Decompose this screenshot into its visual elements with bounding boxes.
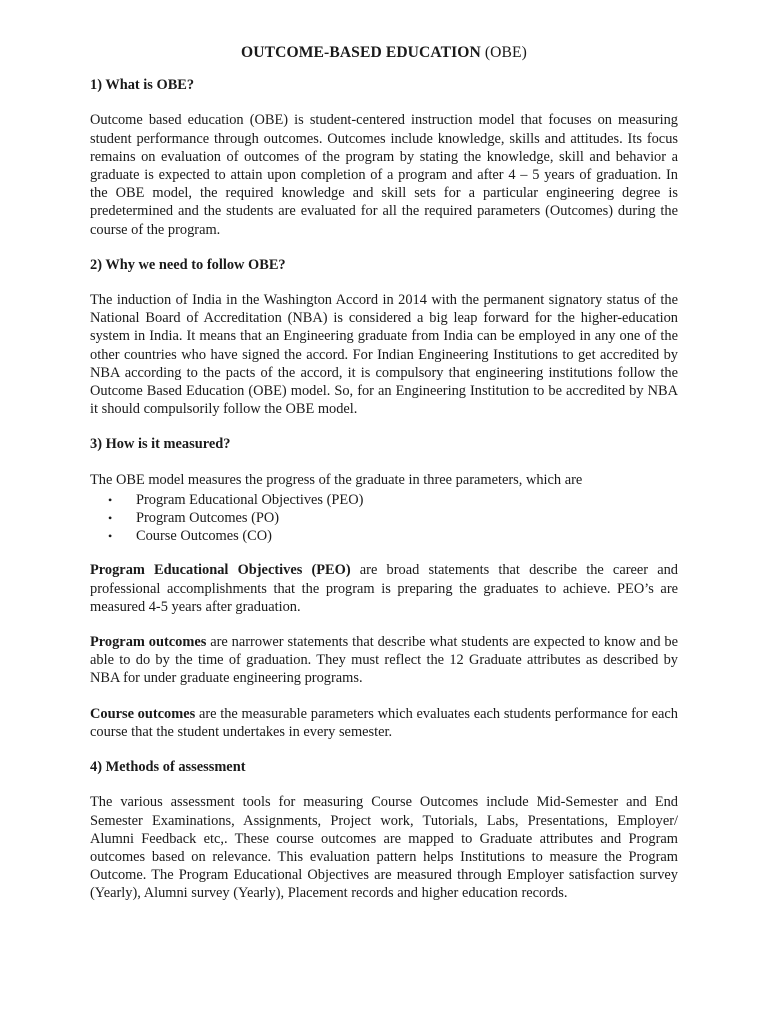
definition-term: Program outcomes: [90, 634, 207, 651]
list-item-text: Course Outcomes (CO): [136, 528, 272, 545]
definition-text: are the measurable parameters which evaluates each students performance for each course that the student undertakes in every semester.: [90, 705, 678, 740]
document-body: [90, 44, 678, 920]
title-paren: (OBE): [484, 44, 527, 61]
section-3-intro: The OBE model measures the progress of the graduate in three parameters, which are: [90, 471, 583, 488]
section-2-paragraph: The induction of India in the Washington Accord in 2014 with the permanent signatory status of the National Board of Accreditation (NBA) is considered a big leap forward for the higher-education system in India. It means that an Engineering graduate from India can be employed in any one of the other countries who have signed the accord. For Indian Engineering Institutions to get accredited by NBA according to the pacts of the accord, it is compulsory that engineering institutions follow the Outcome Based Education (OBE) model. So, for an Engineering Institution to be accredited by NBA it should compulsorily follow the OBE model.: [90, 292, 678, 418]
section-1-heading: 1) What is OBE?: [90, 77, 195, 94]
definition-text: are narrower statements that describe what students are expected to know and be able to do by the time of graduation. They must reflect the 12 Graduate attributes as described by NBA for under graduate engineering programs.: [90, 634, 678, 687]
section-3-heading: 3) How is it measured?: [90, 436, 231, 453]
title-main: OUTCOME-BASED EDUCATION: [241, 44, 481, 61]
definition-text: are broad statements that describe the career and professional accomplishments that the program is preparing the graduates to achieve. PEO’s are measured 4-5 years after graduation.: [90, 562, 679, 615]
section-1-paragraph: Outcome based education (OBE) is student-centered instruction model that focuses on measuring student performance through outcomes. Outcomes include knowledge, skills and attitudes. Its focus remains on evaluation of outcomes of the program by stating the knowledge, skill and behavior a graduate is expected to attain upon completion of a program and after 4 – 5 years of graduation. In the OBE model, the required knowledge and skill sets for a particular engineering degree is predetermined and the students are evaluated for all the required parameters (Outcomes) during the course of the program.: [90, 112, 678, 238]
section-2-heading: 2) Why we need to follow OBE?: [90, 256, 286, 273]
document-title: [90, 44, 678, 62]
bullet-icon: •: [108, 492, 113, 507]
definition-co: [90, 705, 678, 741]
list-item: [108, 527, 678, 545]
list-item: [108, 509, 678, 527]
definition-term: Course outcomes: [90, 705, 196, 722]
section-4-paragraph: The various assessment tools for measuring Course Outcomes include Mid-Semester and End Semester Examinations, Assignments, Project work, Tutorials, Labs, Presentations, Employer/ Alumni Feedback etc,. These course outcomes are mapped to Graduate attributes and Program outcomes based on relevance. This evaluation pattern helps Institutions to measure the Program Outcome. The Program Educational Objectives are measured through Employer satisfaction survey (Yearly), Alumni survey (Yearly), Placement records and higher education records.: [90, 794, 678, 902]
list-item: [108, 491, 678, 509]
list-item-text: Program Outcomes (PO): [136, 510, 280, 527]
bullet-icon: •: [108, 529, 113, 544]
list-item-text: Program Educational Objectives (PEO): [136, 491, 364, 508]
section-4-heading: 4) Methods of assessment: [90, 759, 246, 776]
parameters-list: [90, 491, 678, 546]
bullet-icon: •: [108, 511, 113, 526]
definition-term: Program Educational Objectives (PEO): [90, 562, 351, 579]
definition-peo: [90, 561, 678, 616]
definition-po: [90, 633, 678, 688]
